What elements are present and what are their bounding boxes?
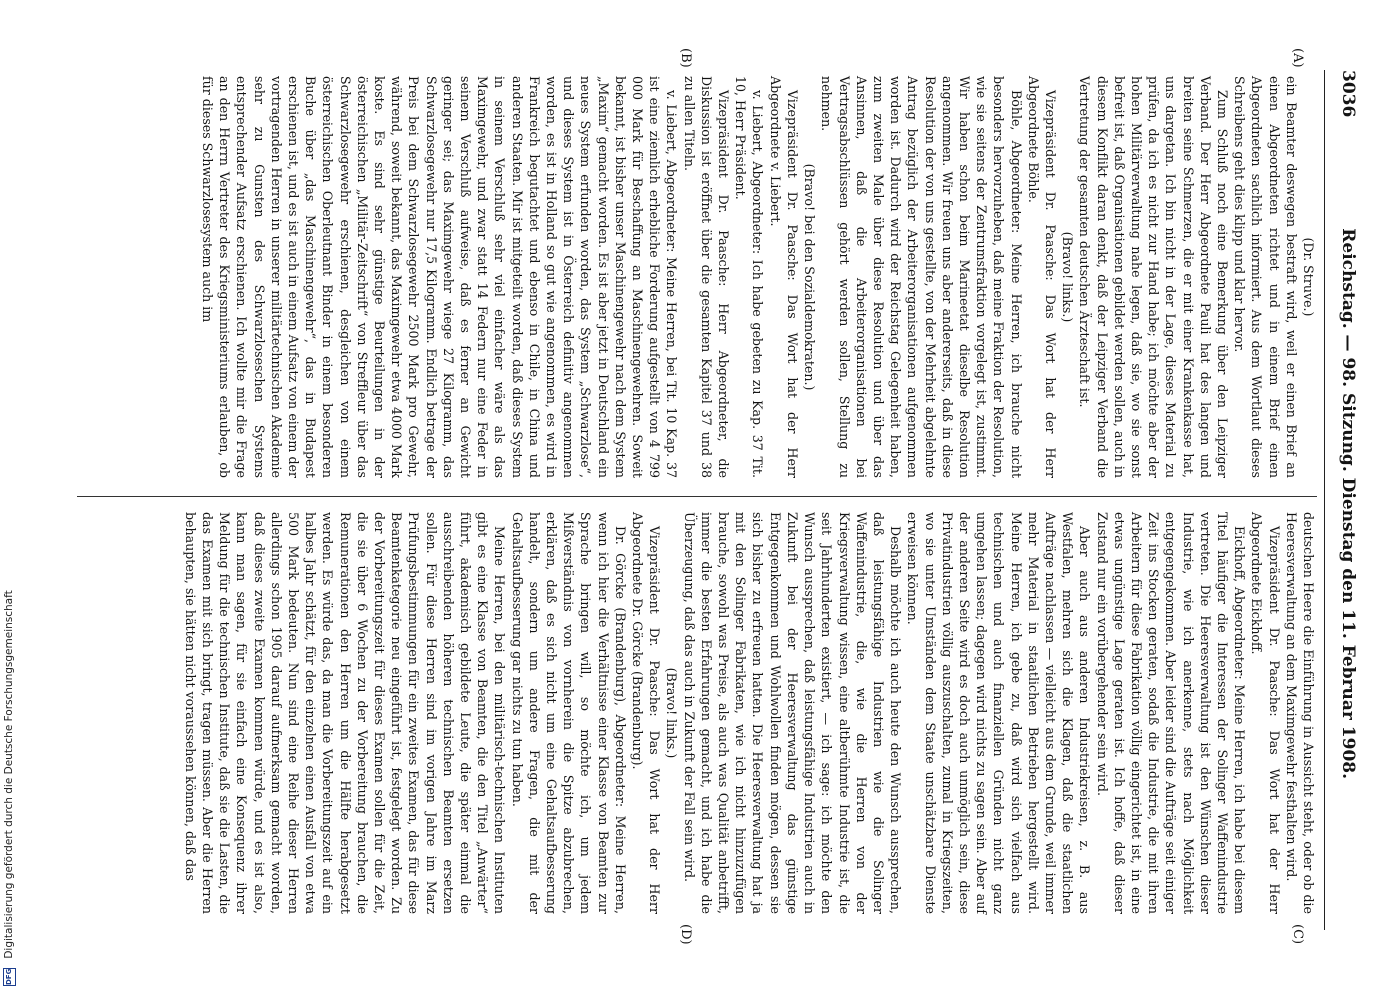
column-divider <box>77 496 1317 497</box>
paragraph: (Bravo! bei den Sozialdemokraten.) <box>802 163 818 391</box>
paragraph: Vizepräsident Dr. Paasche: Das Wort hat der Herr Abgeordnete Eickhoff. <box>1249 512 1282 914</box>
footer-strip <box>0 0 24 1000</box>
margin-mark-c: (C) <box>1290 924 1305 945</box>
paragraph: Vizepräsident Dr. Paasche: Das Wort hat der Herr Abgeordnete Böhle. <box>1025 76 1058 478</box>
paragraph: Vizepräsident Dr. Paasche: Herr Abgeordneter, die Diskussion ist eröffnet über die gesamten Kapitel 37 und 38 zu allen Titeln. <box>681 76 732 478</box>
paragraph: Vizepräsident Dr. Paasche: Das Wort hat der Herr Abgeordnete Dr. Görcke (Brandenburg). <box>630 512 663 914</box>
page-header <box>1325 70 1371 930</box>
paragraph: ein Beamter deswegen bestraft wird, weil er einen Brief an einen Abgeordneten richtet und in einem Brief einen Abgeordneten sachlich informiert. Aus dem Wortlaut dieses Schreibens geht dies klipp und klar hervor. <box>1232 76 1299 478</box>
paragraph: Zum Schluß noch eine Bemerkung über den Leipziger Verband. Der Herr Abgeordnete Pauli hat des langen und breiten seine Schmerzen, die er mit einer Krankenkasse hat, uns dargetan. Ich bin nicht in der Lage, dieses Material zu prüfen, da ich es nicht zur Hand habe; ich möchte aber der hohen Militärverwaltung nahe legen, daß sie, wo sie sonst befreit ist, daß Organisationen gebildet werden sollen, auch in diesem Konflikt daran denkt, daß der Leipziger Verband die Vertretung der gesamten deutschen Ärzteschaft ist. <box>1077 76 1230 478</box>
paragraph: Deshalb möchte ich auch heute den Wunsch aussprechen, daß leistungsfähige Industrien wie die Solinger Waffenindustrie, die, wie die Herren von der Kriegsverwaltung wissen, eine altberühmte Industrie ist, die seit Jahrhunderten existiert, — ich sage: ich möchte den Wunsch aussprechen, daß leistungsfähige Industrien auch in Zukunft bei der Heeresverwaltung das günstige Entgegenkommen und Wohlwollen finden mögen, dessen sie sich bisher zu erfreuen hatten. Die Heeresverwaltung hat ja mit den Solinger Fabrikaten, wie ich nicht hinzuzufügen brauche, sowohl was Preise, als auch was Qualität anbetrifft, immer die besten Erfahrungen gemacht, und ich habe die Überzeugung, daß das auch in Zukunft der Fall sein wird. <box>681 512 904 914</box>
paragraph: Meine Herren, bei den militärisch-technischen Instituten gibt es eine Klasse von Beamten, die den Titel „Anwärter“ führt, akademisch gebildete Leute, die später einmal die ausschreibenden höheren technischen Beamten ersetzen sollen. Für diese Herren sind im vorigen Jahre im Marz Prüfungsbestimmungen für ein zweites Examen, das für diese Beamtenkategorie neu eingeführt ist, festgelegt worden. Zu der Vorbereitungszeit für dieses Examen sollen für die Zeit, die sie über 6 Wochen zu der Vorbereitung brauchen, die Remunerationen den Herren um die Hälfte herabgesetzt werden. Es würde das, da man die Vorbereitungszeit auf ein halbes Jahr schätzt, für den einzelnen einen Ausfall von etwa 500 Mark bedeuten. Nun sind eine Reihe dieser Herren allerdings schon 1905 darauf aufmerksam gemacht worden, daß dieses zweite Examen kommen würde, und es ist also, kann man sagen, für sie einfach eine Konsequenz ihrer Meldung für die technischen Institute, daß sie die Lasten, die das Examen mit sich bringt, tragen müssen. Aber die Herren behaupten, sie hätten nicht voraussehen können, daß das <box>182 512 508 914</box>
margin-mark-b: (B) <box>678 48 693 68</box>
paragraph: (Bravo! links.) <box>1060 231 1076 323</box>
paragraph: v. Liebert, Abgeordneter: Meine Herren, bei Tit. 10 Kap. 37 ist eine ziemlich erhebliche Forderung aufgestellt von 4 799 000 Mark für Beschaffung an Maschinengewehren. Soweit bekannt, ist bisher unser Maschinengewehr nach dem System „Maxim“ gemacht worden. Es ist aber jetzt in Deutschland ein neues System erfunden worden, das System „Schwarzlose“, und dieses System ist in Österreich definitiv angenommen worden, es ist in Holland so gut wie angenommen, es wird in Frankreich begutachtet und ebenso in Chile, in China und anderen Staaten. Mir ist mitgeteilt worden, daß dieses System in seinem Verschluß sehr viel einfacher wäre als das Maximgewehr, und zwar statt 14 Federn nur eine Feder in seinem Verschluß aufweise, daß es ferner an Gewicht geringer sei; das Maximgewehr wiege 27 Kilogramm, das Schwarzlosegewehr nur 17,5 Kilogramm. Endlich betrage der Preis bei dem Schwarzlosegewehr 2500 Mark pro Gewehr, während, soweit bekannt, das Maximgewehr etwa 4000 Mark koste. Es sind sehr günstige Beurteilungen in der österreichischen „Militär-Zeitschrift“ von Streffleur über das Schwarzlosegewehr erschienen, desgleichen von einem österreichischen Oberleutnant Binder in einem besonderen Buche über „das Maschinengewehr“, das in Budapest erschienen ist, und es ist auch in einem Aufsatz von einem der vortragenden Herren in unserer militärtechnischen Akademie sehr zu Gunsten des Schwarzloseschen Systems entsprechender Aufsatz erschienen. Ich wollte mir die Frage an den Herrn Vertreter des Kriegsministeriums erlauben, ob für dieses Schwarzlosesystem auch im <box>200 76 680 478</box>
paragraph: Eickhoff, Abgeordneter: Meine Herren, ich habe bei diesem Titel häufiger die Interessen der Solinger Waffenindustrie vertreten. Die Heeresverwaltung ist den Wünschen dieser Industrie, wie ich anerkenne, stets nach Möglichkeit entgegengekommen. Aber leider sind die Aufträge seit einiger Zeit ins Stocken geraten, sodaß die Industrie, die mit ihren Arbeitern für diese Fabrikation völlig eingerichtet ist, in eine etwas ungünstige Lage geraten ist. Ich hoffe, daß dieser Zustand nur ein vorübergehender sein wird. <box>1094 512 1248 914</box>
paragraph: v. Liebert, Abgeordneter: Ich habe gebeten zu Kap. 37 Tit. 10, Herr Präsident. <box>733 76 766 478</box>
page-title: Reichstag. — 98. Sitzung. Dienstag den 11. Februar 1908. <box>1338 228 1358 780</box>
header-rule <box>1324 70 1325 930</box>
dfg-logo-icon: DFG <box>3 968 16 986</box>
footer-text: Digitalisierung gefördert durch die Deutsche Forschungsgemeinschaft <box>3 590 15 959</box>
paragraph: Dr. Görcke (Brandenburg), Abgeordneter: Meine Herren, wenn ich hier die Verhältnisse einer Klasse von Beamten zur Sprache bringen will, so möchte ich, um jedem Mißverständnis von vornherein die Spitze abzubrechen, erklären, daß es sich nicht um eine Gehaltsaufbesserung handelt, sondern um andere Fragen, die mit der Gehaltsaufbesserung gar nichts zu tun haben. <box>509 512 628 914</box>
right-column <box>182 512 1317 914</box>
margin-mark-d: (D) <box>678 924 693 945</box>
left-column <box>199 76 1317 478</box>
paragraph: Böhle, Abgeordneter: Meine Herren, ich brauche nicht besonders hervorzuheben, daß meine Fraktion der Resolution, wie sie seitens der Zentrumsfraktion vorgelegt ist, zustimmt. Wir haben schon beim Marineetat dieselbe Resolution angenommen. Wir freuen uns aber andererseits, daß in diese Resolution der von uns gestellte, von der Mehrheit abgelehnte Antrag bezüglich der Arbeiterorganisationen aufgenommen worden ist. Dadurch wird der Reichstag Gelegenheit haben, zum zweiten Male über diese Resolution und über das Ansinnen, daß die Arbeiterorganisationen bei Vertragsabschlüssen gehört werden sollen, Stellung zu nehmen. <box>819 76 1024 478</box>
margin-mark-a: (A) <box>1290 48 1305 68</box>
digitization-notice <box>0 0 18 1000</box>
paragraph: Vizepräsident Dr. Paasche: Das Wort hat der Herr Abgeordnete v. Liebert. <box>767 76 800 478</box>
paragraph: (Dr. Struve.) <box>1301 237 1316 317</box>
paragraph: deutschen Heere die Einführung in Aussicht steht, oder ob die Heeresverwaltung an dem Maximgewehr festhalten wird. <box>1283 512 1316 914</box>
page-number: 3036 <box>1338 70 1358 118</box>
paragraph: Aber auch aus anderen Industriekreisen, z. B. aus Westfalen, mehren sich die Klagen, daß die staatlichen Aufträge nachlassen — vielleicht aus dem Grunde, weil immer mehr Material in staatlichen Betrieben hergestellt wird. Meine Herren, ich gebe zu, daß wird sich vielfach aus technischen und auch finanziellen Gründen nicht ganz umgehen lassen; dagegen wird nichts zu sagen sein. Aber auf der anderen Seite wird es doch auch unmöglich sein, diese Privatindustrien völlig auszuschalten, zumal in Kriegszeiten, wo sie unter Umständen dem Staate unschätzbare Dienste erweisen können. <box>905 512 1093 914</box>
paragraph: (Bravo! links.) <box>664 667 680 759</box>
